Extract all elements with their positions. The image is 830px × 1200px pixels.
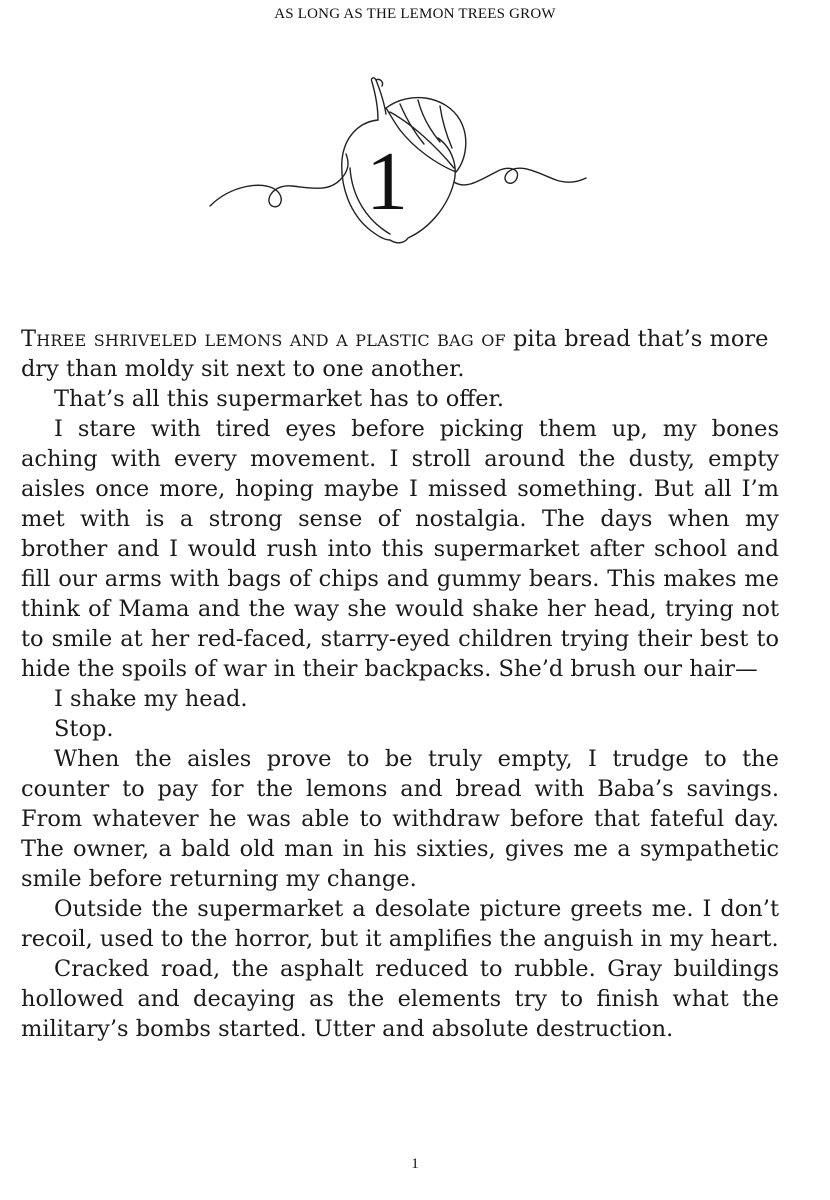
paragraph: Outside the supermarket a desolate picture greets me. I don’t recoil, used to the horror, but it amplifies the anguish in my heart. <box>21 896 779 952</box>
paragraph: I stare with tired eyes before picking them up, my bones aching with every movement. I stroll around the dusty, empty aisles once more, hoping maybe I missed something. But all I’m met with is a strong sense of nostalgia. The days when my brother and I would rush into this supermarket after school and fill our arms with bags of chips and gummy bears. This makes me think of Mama and the way she would shake her head, trying not to smile at her red-faced, starry-eyed children trying their best to hide the spoils of war in their backpacks. She’d brush our hair— <box>21 416 779 682</box>
paragraph: When the aisles prove to be truly empty, I trudge to the counter to pay for the lemons and bread with Baba’s savings. From whatever he was able to withdraw before that fateful day. The owner, a bald old man in his sixties, gives me a sympathetic smile before returning my change. <box>21 746 779 892</box>
paragraph: Cracked road, the asphalt reduced to rubble. Gray buildings hollowed and decaying as the elements try to finish what the military’s bombs started. Utter and absolute destruction. <box>21 956 779 1042</box>
page-number: 1 <box>411 1156 419 1172</box>
running-head: AS LONG AS THE LEMON TREES GROW <box>274 6 556 22</box>
paragraph: I shake my head. <box>54 686 248 712</box>
chapter-number: 1 <box>366 135 408 228</box>
paragraph: Stop. <box>54 716 114 742</box>
opening-paragraph <box>21 324 779 384</box>
opening-smallcaps: Three shriveled lemons and a plastic bag of <box>21 326 506 352</box>
paragraph: That’s all this supermarket has to offer. <box>54 386 504 412</box>
chapter-body-text <box>21 324 779 1044</box>
opening-rest: pita bread that’s more dry than moldy sit next to one another. <box>21 326 769 382</box>
